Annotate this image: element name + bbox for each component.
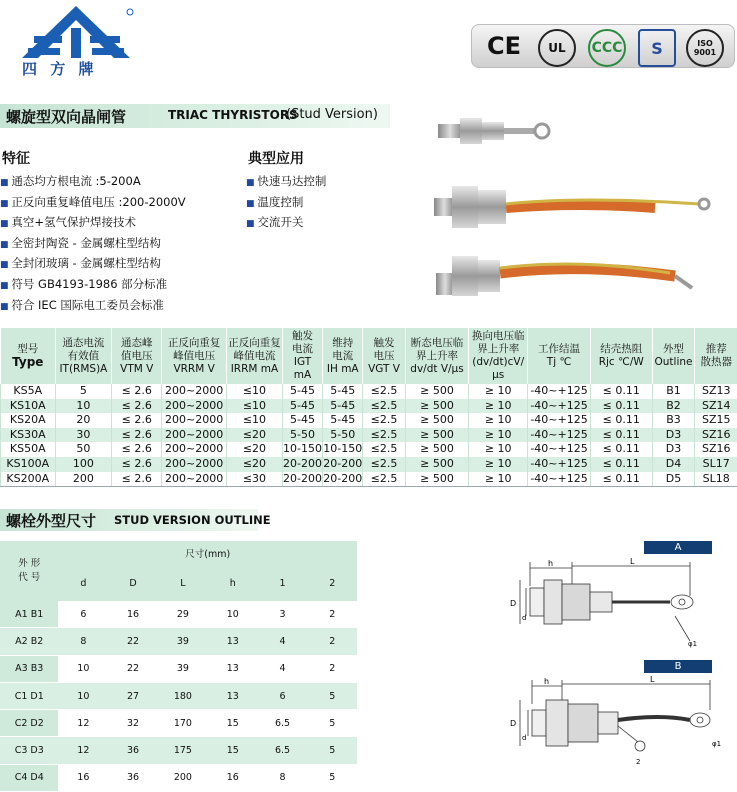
dims-table-cell: 175 <box>158 737 208 764</box>
dims-table-cell: 27 <box>108 682 158 709</box>
dims-table-cell: 6 <box>258 682 308 709</box>
spec-table-cell: SL17 <box>695 457 737 472</box>
spec-table-header <box>1 328 737 384</box>
spec-table-cell: ≥ 10 <box>469 428 528 443</box>
spec-table-cell: 200~2000 <box>162 457 227 472</box>
outline-title-cn: 螺栓外型尺寸 <box>6 510 96 531</box>
diagram-b <box>500 674 732 768</box>
spec-table-cell: ≤ 2.6 <box>112 457 162 472</box>
feature-item: ■ 全密封陶瓷 - 金属螺柱型结构 <box>0 234 186 255</box>
dims-table-cell: 4 <box>258 628 308 655</box>
spec-table-cell: 5-45 <box>323 413 363 428</box>
spec-table-cell: -40~+125 <box>528 413 591 428</box>
spec-table-cell: 20-200 <box>323 472 363 487</box>
spec-table-cell: 200~2000 <box>162 428 227 443</box>
dims-table-cell: 10 <box>58 682 108 709</box>
dims-table-cell: 2 <box>307 601 357 628</box>
spec-table-cell: ≥ 500 <box>405 384 469 399</box>
spec-table-cell: 200 <box>55 472 112 487</box>
col-header: 正反向重复 峰值电流 IRRM mA <box>227 328 283 384</box>
dims-table-cell: 22 <box>108 628 158 655</box>
dims-table-row <box>0 601 357 628</box>
dims-col-header: 2 <box>307 565 357 601</box>
spec-table-row <box>1 399 737 414</box>
spec-table-cell: 200~2000 <box>162 413 227 428</box>
dims-table-cell: 13 <box>208 628 258 655</box>
outline-title-en: STUD VERSION OUTLINE <box>114 513 271 527</box>
spec-table-cell: ≤10 <box>227 399 283 414</box>
col-header: 通态峰 值电压 VTM V <box>112 328 162 384</box>
feature-item: ■ 全封闭玻璃 - 金属螺柱型结构 <box>0 254 186 275</box>
dims-table-cell: 180 <box>158 682 208 709</box>
spec-table-cell: ≥ 10 <box>469 399 528 414</box>
dims-table-cell: 5 <box>307 737 357 764</box>
dims-table-cell: 16 <box>108 601 158 628</box>
spec-table-cell: SZ16 <box>695 442 737 457</box>
dim-L: L <box>650 675 655 684</box>
spec-table-cell: ≤2.5 <box>363 457 405 472</box>
spec-table-cell: SZ14 <box>695 399 737 414</box>
dim-d: d <box>522 614 526 622</box>
spec-table-cell: -40~+125 <box>528 457 591 472</box>
dim-phi1: φ1 <box>688 640 697 648</box>
dims-table-cell: 8 <box>58 628 108 655</box>
spec-table-row <box>1 442 737 457</box>
spec-table-cell: SL18 <box>695 472 737 487</box>
applications-heading: 典型应用 <box>248 148 304 168</box>
dims-table-cell: 36 <box>108 737 158 764</box>
dims-table-cell: 6 <box>58 601 108 628</box>
spec-table-cell: ≤2.5 <box>363 428 405 443</box>
spec-table-cell: 200~2000 <box>162 399 227 414</box>
application-item: ■ 交流开关 <box>246 213 326 234</box>
dims-table-cell: C3 D3 <box>0 737 58 764</box>
ul-mark-icon: UL <box>538 29 576 67</box>
col-header: 换向电压临 界上升率 (dv/dt)cV/μs <box>469 328 528 384</box>
dims-table-cell: A3 B3 <box>0 655 58 682</box>
feature-item: ■ 符号 GB4193-1986 部分标准 <box>0 275 186 296</box>
dim-L: L <box>630 557 635 566</box>
spec-table-cell: 100 <box>55 457 112 472</box>
spec-table-cell: 50 <box>55 442 112 457</box>
spec-table-row <box>1 384 737 399</box>
ccc-mark-icon: CCC <box>588 29 626 67</box>
spec-table-cell: 10 <box>55 399 112 414</box>
medium-stud-thyristor <box>434 186 709 228</box>
dims-table-cell: A1 B1 <box>0 601 58 628</box>
spec-table-cell: ≤2.5 <box>363 384 405 399</box>
dims-table-row <box>0 710 357 737</box>
dims-table-row <box>0 628 357 655</box>
col-header: 型号 Type <box>1 328 56 384</box>
col-header: 维持 电流 IH mA <box>323 328 363 384</box>
dims-col-header: d <box>58 565 108 601</box>
brand-logo-text: 四 方 牌 <box>22 58 97 79</box>
spec-table-cell: B3 <box>652 413 695 428</box>
spec-table-cell: D4 <box>652 457 695 472</box>
col-header: 外型 Outline <box>652 328 695 384</box>
spec-table-cell: SZ13 <box>695 384 737 399</box>
spec-table-cell: KS10A <box>1 399 56 414</box>
spec-table-row <box>1 472 737 487</box>
spec-table-cell: ≤ 0.11 <box>590 472 652 487</box>
spec-table-cell: ≤2.5 <box>363 413 405 428</box>
spec-table-cell: 20-200 <box>282 472 322 487</box>
dim-2: 2 <box>636 758 640 766</box>
features-heading: 特征 <box>2 148 30 168</box>
spec-table-cell: ≥ 500 <box>405 442 469 457</box>
dims-table-cell: C2 D2 <box>0 710 58 737</box>
dims-table-cell: 39 <box>158 655 208 682</box>
dims-table-cell: 16 <box>58 764 108 791</box>
diagram-a-label: A <box>644 541 712 554</box>
spec-table-cell: ≤30 <box>227 472 283 487</box>
dims-table-cell: 4 <box>258 655 308 682</box>
spec-table-cell: 200~2000 <box>162 384 227 399</box>
spec-table-cell: ≥ 500 <box>405 472 469 487</box>
spec-table-cell: ≤ 2.6 <box>112 472 162 487</box>
spec-table-cell: SZ15 <box>695 413 737 428</box>
dims-table-cell: 12 <box>58 710 108 737</box>
spec-table-cell: D3 <box>652 442 695 457</box>
dims-table-cell: 36 <box>108 764 158 791</box>
spec-table-cell: -40~+125 <box>528 399 591 414</box>
dims-col-header: L <box>158 565 208 601</box>
quality-s-mark-icon: S <box>638 29 676 67</box>
spec-table-cell: ≤ 0.11 <box>590 457 652 472</box>
dims-table-cell: 13 <box>208 682 258 709</box>
spec-table-cell: 20-200 <box>282 457 322 472</box>
dims-table-cell: 29 <box>158 601 208 628</box>
application-item: ■ 温度控制 <box>246 193 326 214</box>
spec-table-cell: -40~+125 <box>528 472 591 487</box>
dims-table-cell: 32 <box>108 710 158 737</box>
dims-table-cell: 5 <box>307 682 357 709</box>
dims-table-cell: 16 <box>208 764 258 791</box>
certification-bar <box>471 24 735 68</box>
spec-table-cell: ≥ 10 <box>469 472 528 487</box>
dims-table-cell: 15 <box>208 710 258 737</box>
spec-table-cell: SZ16 <box>695 428 737 443</box>
spec-table-cell: -40~+125 <box>528 384 591 399</box>
spec-table-cell: B1 <box>652 384 695 399</box>
dims-table-cell: 6.5 <box>258 710 308 737</box>
spec-table-cell: -40~+125 <box>528 428 591 443</box>
iso9001-mark-icon: ISO 9001 <box>686 29 724 67</box>
spec-table-cell: 20-200 <box>323 457 363 472</box>
spec-table-cell: 5-45 <box>323 384 363 399</box>
spec-table-cell: ≤20 <box>227 457 283 472</box>
dims-table-row <box>0 764 357 791</box>
dims-group-header: 尺寸(mm) <box>58 541 357 565</box>
page-title-en: TRIAC THYRISTORS <box>168 108 298 122</box>
spec-table-cell: ≤2.5 <box>363 399 405 414</box>
spec-table-cell: 30 <box>55 428 112 443</box>
dims-table-cell: 39 <box>158 628 208 655</box>
dims-table-cell: 170 <box>158 710 208 737</box>
col-header: 通态电流 有效值 IT(RMS)A <box>55 328 112 384</box>
spec-table-cell: ≤20 <box>227 442 283 457</box>
page-title-cn: 螺旋型双向晶闸管 <box>6 106 126 127</box>
application-item: ■ 快速马达控制 <box>246 172 326 193</box>
feature-item: ■ 真空+氢气保护焊接技术 <box>0 213 186 234</box>
spec-table-row <box>1 428 737 443</box>
spec-table-cell: 10-150 <box>282 442 322 457</box>
spec-table-cell: ≤ 0.11 <box>590 428 652 443</box>
spec-table-cell: 200~2000 <box>162 472 227 487</box>
large-stud-thyristor <box>436 256 692 296</box>
spec-table-cell: ≤ 2.6 <box>112 413 162 428</box>
col-header: 工作结温 Tj ℃ <box>528 328 591 384</box>
spec-table-cell: ≥ 500 <box>405 428 469 443</box>
col-header: 结壳热阻 Rjc ℃/W <box>590 328 652 384</box>
spec-table-cell: ≤ 2.6 <box>112 384 162 399</box>
spec-table-cell: 5-45 <box>323 399 363 414</box>
col-header: 触发 电压 VGT V <box>363 328 405 384</box>
dims-table-cell: C1 D1 <box>0 682 58 709</box>
product-photos <box>430 108 730 308</box>
spec-table-cell: 5 <box>55 384 112 399</box>
dim-phi1: φ1 <box>712 740 721 748</box>
spec-table-cell: ≥ 10 <box>469 442 528 457</box>
col-header: 正反向重复 峰值电压 VRRM V <box>162 328 227 384</box>
dims-table-cell: 13 <box>208 655 258 682</box>
features-list <box>0 172 186 316</box>
spec-table-cell: ≥ 500 <box>405 457 469 472</box>
spec-table-cell: ≤ 0.11 <box>590 399 652 414</box>
spec-table-cell: ≥ 10 <box>469 457 528 472</box>
spec-table-cell: 20 <box>55 413 112 428</box>
spec-table-cell: ≤ 2.6 <box>112 442 162 457</box>
spec-table-cell: ≥ 10 <box>469 384 528 399</box>
spec-table-cell: ≤20 <box>227 428 283 443</box>
ce-mark-icon: CE <box>486 29 522 63</box>
spec-table-cell: ≤10 <box>227 384 283 399</box>
spec-table-cell: 5-50 <box>323 428 363 443</box>
dims-table-cell: 15 <box>208 737 258 764</box>
applications-list <box>246 172 326 234</box>
dims-table-cell: 10 <box>58 655 108 682</box>
spec-table-cell: B2 <box>652 399 695 414</box>
outline-corner-header: 外 形 代 号 <box>0 541 58 601</box>
spec-table-cell: ≤ 0.11 <box>590 413 652 428</box>
spec-table-cell: ≤10 <box>227 413 283 428</box>
col-header: 断态电压临 界上升率 dv/dt V/μs <box>405 328 469 384</box>
dims-table-cell: 5 <box>307 710 357 737</box>
spec-table-cell: D3 <box>652 428 695 443</box>
dims-table-row <box>0 655 357 682</box>
spec-table-row <box>1 457 737 472</box>
spec-table-cell: ≥ 10 <box>469 413 528 428</box>
dims-table-cell: A2 B2 <box>0 628 58 655</box>
spec-table-cell: ≤2.5 <box>363 472 405 487</box>
spec-table-cell: KS50A <box>1 442 56 457</box>
dim-D: D <box>510 719 516 728</box>
spec-table-cell: KS200A <box>1 472 56 487</box>
dims-table-cell: 5 <box>307 764 357 791</box>
dims-col-header: h <box>208 565 258 601</box>
spec-table <box>0 328 737 487</box>
dim-h: h <box>548 559 553 568</box>
spec-table-cell: ≤ 2.6 <box>112 399 162 414</box>
spec-table-cell: ≤ 0.11 <box>590 384 652 399</box>
dim-h: h <box>544 677 549 686</box>
feature-item: ■ 通态均方根电流 :5-200A <box>0 172 186 193</box>
spec-table-cell: 5-50 <box>282 428 322 443</box>
dims-table-cell: C4 D4 <box>0 764 58 791</box>
diagram-b-label: B <box>644 660 712 673</box>
dims-table-cell: 2 <box>307 628 357 655</box>
dims-table-cell: 22 <box>108 655 158 682</box>
dims-table-cell: 10 <box>208 601 258 628</box>
dims-table-cell: 12 <box>58 737 108 764</box>
spec-table-cell: 10-150 <box>323 442 363 457</box>
dims-table-cell: 200 <box>158 764 208 791</box>
spec-table-cell: KS20A <box>1 413 56 428</box>
col-header: 触发 电流 IGT mA <box>282 328 322 384</box>
spec-table-row <box>1 413 737 428</box>
dims-col-header: 1 <box>258 565 308 601</box>
page-title-sub: (Stud Version) <box>286 107 378 122</box>
dim-D: D <box>510 599 516 608</box>
dim-d: d <box>522 734 526 742</box>
spec-table-cell: ≤ 2.6 <box>112 428 162 443</box>
small-stud-thyristor <box>438 118 549 144</box>
spec-table-cell: KS100A <box>1 457 56 472</box>
dims-table-row <box>0 682 357 709</box>
dims-table-cell: 6.5 <box>258 737 308 764</box>
outline-dims-table <box>0 541 357 792</box>
spec-table-cell: 5-45 <box>282 399 322 414</box>
feature-item: ■ 正反向重复峰值电压 :200-2000V <box>0 193 186 214</box>
spec-table-cell: ≤ 0.11 <box>590 442 652 457</box>
dims-table-row <box>0 737 357 764</box>
dims-col-header: D <box>108 565 158 601</box>
spec-table-cell: ≤2.5 <box>363 442 405 457</box>
spec-table-cell: D5 <box>652 472 695 487</box>
col-header: 推荐 散热器 <box>695 328 737 384</box>
spec-table-cell: KS30A <box>1 428 56 443</box>
spec-table-cell: ≥ 500 <box>405 413 469 428</box>
dims-table-cell: 2 <box>307 655 357 682</box>
spec-table-cell: KS5A <box>1 384 56 399</box>
dims-table-cell: 8 <box>258 764 308 791</box>
spec-table-cell: ≥ 500 <box>405 399 469 414</box>
dims-table-cell: 3 <box>258 601 308 628</box>
spec-table-cell: -40~+125 <box>528 442 591 457</box>
spec-table-cell: 5-45 <box>282 384 322 399</box>
spec-table-cell: 5-45 <box>282 413 322 428</box>
spec-table-cell: 200~2000 <box>162 442 227 457</box>
diagram-a <box>500 556 732 656</box>
feature-item: ■ 符合 IEC 国际电工委员会标准 <box>0 296 186 317</box>
